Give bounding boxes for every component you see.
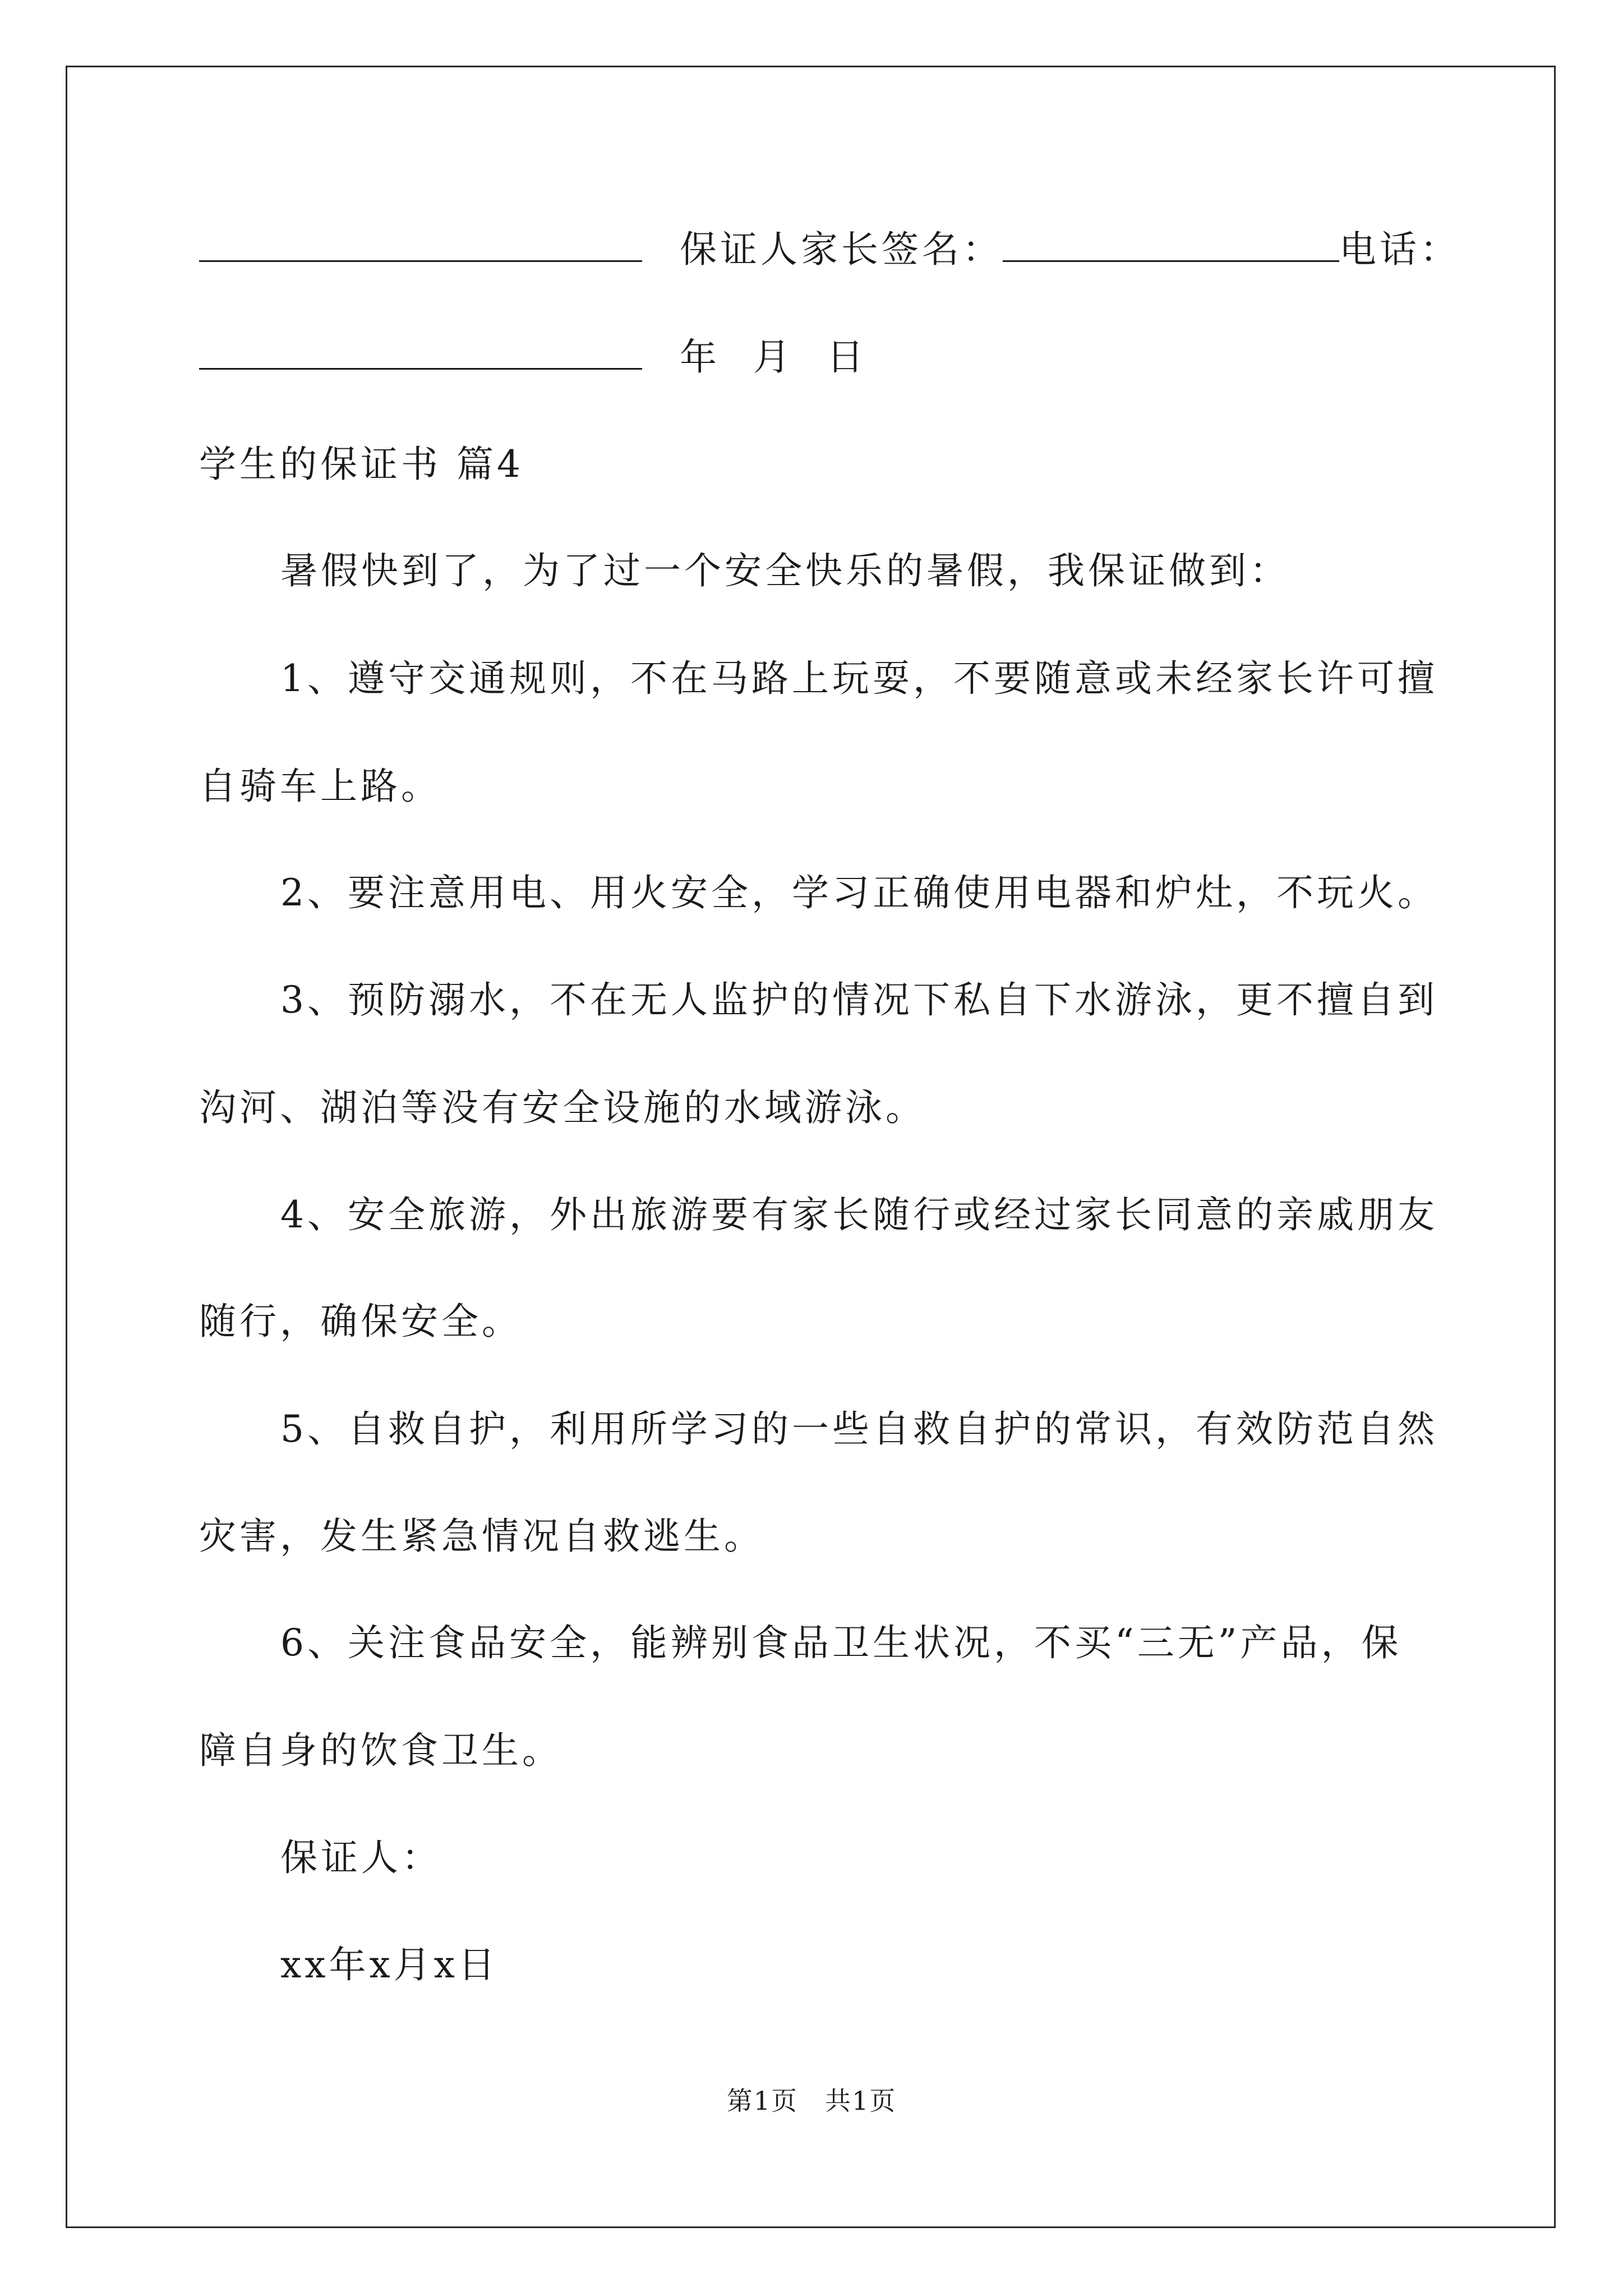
page-footer: 第1页 共1页 xyxy=(726,2086,897,2116)
date-line xyxy=(199,335,876,380)
item-5-line-2: 灾害，发生紧急情况自救逃生。 xyxy=(199,1515,764,1558)
signing-date: xx年x月x日 xyxy=(280,1943,499,1986)
item-4-line-2: 随行，确保安全。 xyxy=(199,1300,522,1343)
item-6-line-2: 障自身的饮食卫生。 xyxy=(199,1729,562,1772)
signature-blank xyxy=(199,228,642,262)
parent-signature-label: 保证人家长签名： xyxy=(679,228,1003,271)
item-2-line-1: 2、要注意用电、用火安全，学习正确使用电器和炉灶，不玩火。 xyxy=(280,871,1438,914)
section-heading: 学生的保证书 篇4 xyxy=(199,443,524,486)
item-1-line-2: 自骑车上路。 xyxy=(199,765,441,808)
page-border xyxy=(66,66,1556,2228)
item-1-line-1: 1、遵守交通规则，不在马路上玩耍，不要随意或未经家长许可擅 xyxy=(280,657,1438,700)
phone-label: 电话： xyxy=(1339,228,1460,271)
intro-paragraph: 暑假快到了，为了过一个安全快乐的暑假，我保证做到： xyxy=(280,549,1290,592)
item-6-line-1: 6、关注食品安全，能辨别食品卫生状况，不买“三无”产品，保 xyxy=(280,1621,1402,1664)
parent-signature-blank xyxy=(1003,228,1339,262)
item-3-line-1: 3、预防溺水，不在无人监护的情况下私自下水游泳，更不擅自到 xyxy=(280,978,1438,1022)
signature-line xyxy=(199,227,1460,272)
date-label: 年 月 日 xyxy=(679,335,876,379)
guarantor-label: 保证人： xyxy=(280,1836,442,1879)
item-4-line-1: 4、安全旅游，外出旅游要有家长随行或经过家长同意的亲戚朋友 xyxy=(280,1193,1438,1236)
phone-blank xyxy=(199,335,642,370)
item-5-line-1: 5、自救自护，利用所学习的一些自救自护的常识，有效防范自然 xyxy=(280,1407,1438,1451)
item-3-line-2: 沟河、湖泊等没有安全设施的水域游泳。 xyxy=(199,1086,926,1129)
